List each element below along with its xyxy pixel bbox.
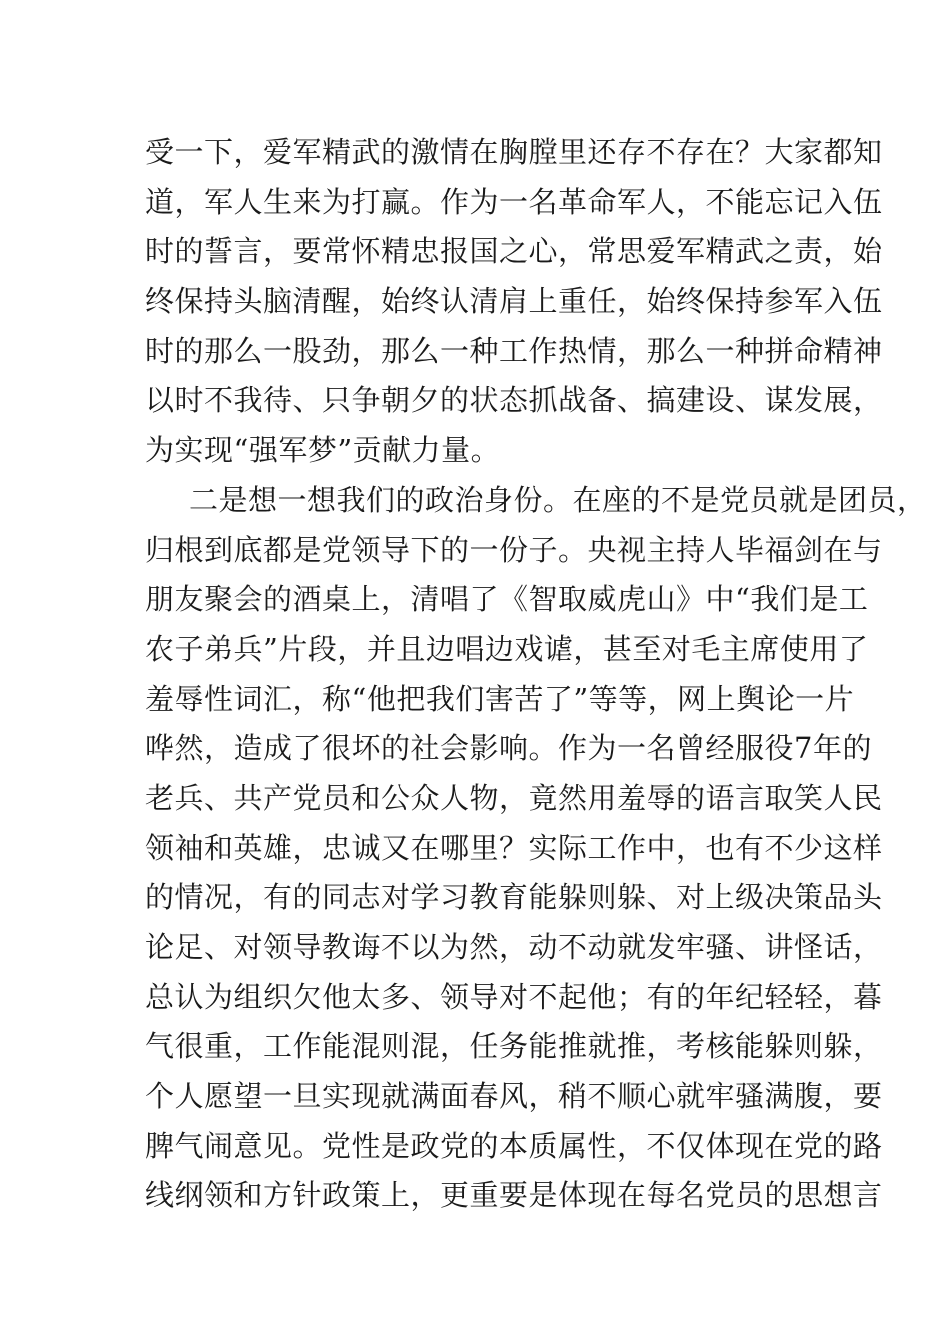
text-line: 为实现“强军梦”贡献力量。 bbox=[145, 433, 501, 468]
text-line: 的情况，有的同志对学习教育能躲则躲、对上级决策品头 bbox=[145, 880, 883, 915]
text-line: 道，军人生来为打赢。作为一名革命军人，不能忘记入伍 bbox=[145, 184, 883, 219]
text-line: 终保持头脑清醒，始终认清肩上重任，始终保持参军入伍 bbox=[145, 284, 883, 319]
body-text bbox=[145, 128, 927, 1221]
text-line: 时的誓言，要常怀精忠报国之心，常思爱军精武之责，始 bbox=[145, 234, 883, 269]
text-line: 老兵、共产党员和公众人物，竟然用羞辱的语言取笑人民 bbox=[145, 780, 883, 815]
text-line: 以时不我待、只争朝夕的状态抓战备、搞建设、谋发展， bbox=[145, 383, 883, 418]
text-line: 农子弟兵”片段，并且边唱边戏谑，甚至对毛主席使用了 bbox=[145, 631, 869, 666]
text-line: 论足、对领导教诲不以为然，动不动就发牢骚、讲怪话， bbox=[145, 930, 883, 964]
paragraph-start-line: 二是想一想我们的政治身份。在座的不是党员就是团员， bbox=[189, 482, 927, 517]
text-line: 线纲领和方针政策上，更重要是体现在每名党员的思想言 bbox=[145, 1178, 883, 1213]
text-line: 气很重，工作能混则混，任务能推就推，考核能躲则躲， bbox=[145, 1029, 883, 1064]
text-line: 归根到底都是党领导下的一份子。央视主持人毕福剑在与 bbox=[145, 532, 883, 567]
text-line: 脾气闹意见。党性是政党的本质属性，不仅体现在党的路 bbox=[145, 1128, 883, 1163]
text-line: 总认为组织欠他太多、领导对不起他；有的年纪轻轻，暮 bbox=[145, 979, 883, 1014]
text-line: 哗然，造成了很坏的社会影响。作为一名曾经服役7年的 bbox=[145, 731, 872, 766]
text-line: 领袖和英雄，忠诚又在哪里？实际工作中，也有不少这样 bbox=[145, 830, 883, 865]
text-line: 时的那么一股劲，那么一种工作热情，那么一种拼命精神 bbox=[145, 333, 883, 368]
text-line: 朋友聚会的酒桌上，清唱了《智取威虎山》中“我们是工 bbox=[145, 582, 869, 617]
text-line: 个人愿望一旦实现就满面春风，稍不顺心就牢骚满腹，要 bbox=[145, 1079, 883, 1114]
text-line: 羞辱性词汇，称“他把我们害苦了”等等，网上舆论一片 bbox=[145, 681, 855, 716]
text-line: 受一下，爱军精武的激情在胸膛里还存不存在？大家都知 bbox=[145, 135, 883, 169]
